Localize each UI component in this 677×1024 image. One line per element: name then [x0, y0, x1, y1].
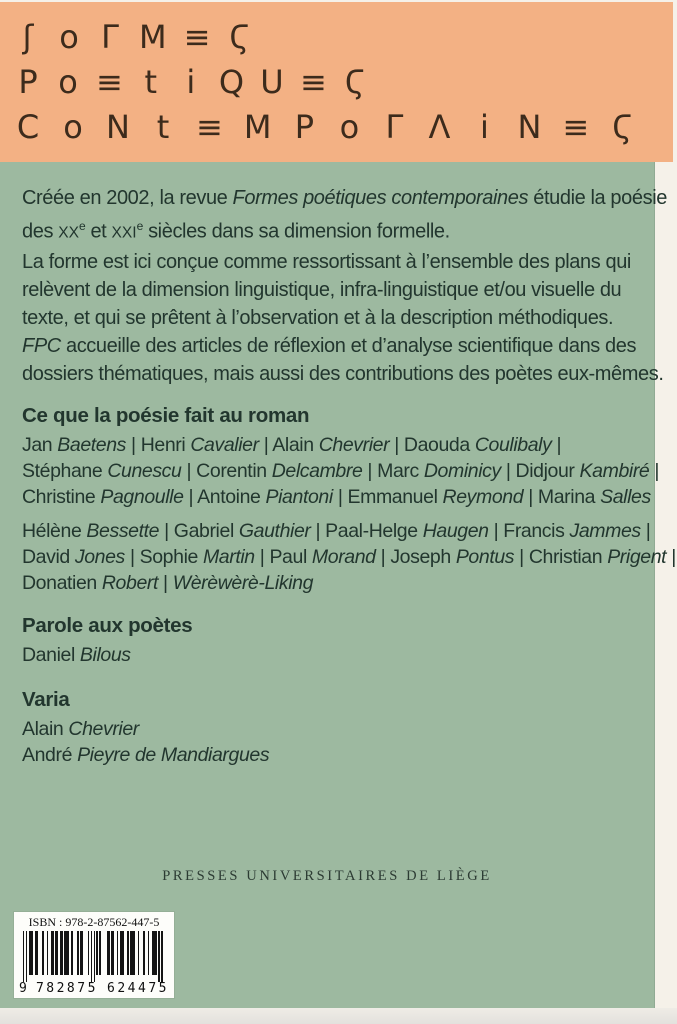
barcode-digits-right-group: 624475 — [107, 981, 169, 996]
section-heading-parole: Parole aux poètes — [22, 613, 193, 637]
title-line-formes: ʃ o Γ M ≡ Ϛ — [22, 17, 250, 56]
scan-page-edge — [0, 1008, 677, 1024]
barcode-digits-left-group: 782875 — [35, 981, 98, 996]
contributor-list-critics: Jan Baetens | Henri Cavalier | Alain Chevrier | Daouda Coulibaly | Stéphane Cunescu | Corentin Delcambre | Marc Dominicy | Didjour Kambiré | Christine Pagnoulle | Antoine Piantoni | Emmanuel Reymond | Marina Salles — [22, 433, 660, 508]
barcode-bars — [23, 931, 168, 983]
intro-paragraph: Créée en 2002, la revue Formes poétiques contemporaines étudie la poésie des XXe et XXIe siècles dans sa dimension formelle. La forme est ici conçue comme ressortissant à l’ensemble des plans qui relèvent de la dimension linguistique, infra-linguistique et/ou visuelle du texte, et qui se prêtent à l’observation et à la description méthodiques. FPC accueille des articles de réflexion et d’analyse scientifique dans des dossiers thématiques, mais aussi des contributions des poètes eux-mêmes. — [22, 187, 667, 385]
section-heading-varia: Varia — [22, 687, 70, 711]
publisher-imprint: PRESSES UNIVERSITAIRES DE LIÈGE — [162, 867, 492, 884]
contributor-list-parole: Daniel Bilous — [22, 643, 131, 666]
title-band — [0, 2, 673, 162]
isbn-barcode-block — [14, 912, 174, 998]
section-heading-roman: Ce que la poésie fait au roman — [22, 403, 310, 427]
contributor-list-authors: Hélène Bessette | Gabriel Gauthier | Paal-Helge Haugen | Francis Jammes | David Jones | Sophie Martin | Paul Morand | Joseph Pontus | Christian Prigent | Donatien Robert | Wèrèwèrè-Liking — [22, 519, 676, 594]
isbn-number: ISBN : 978-2-87562-447-5 — [28, 915, 160, 929]
barcode-digits — [18, 982, 170, 995]
contributor-list-varia: Alain Chevrier André Pieyre de Mandiargues — [22, 717, 270, 766]
barcode-digit-first: 9 — [19, 981, 27, 996]
title-line-contemporaines: C o N t ≡ M P o Γ Λ i N ≡ Ϛ — [16, 107, 633, 146]
cover-body — [0, 162, 676, 1008]
title-line-poetiques: P o ≡ t i Q U ≡ Ϛ — [18, 62, 366, 101]
